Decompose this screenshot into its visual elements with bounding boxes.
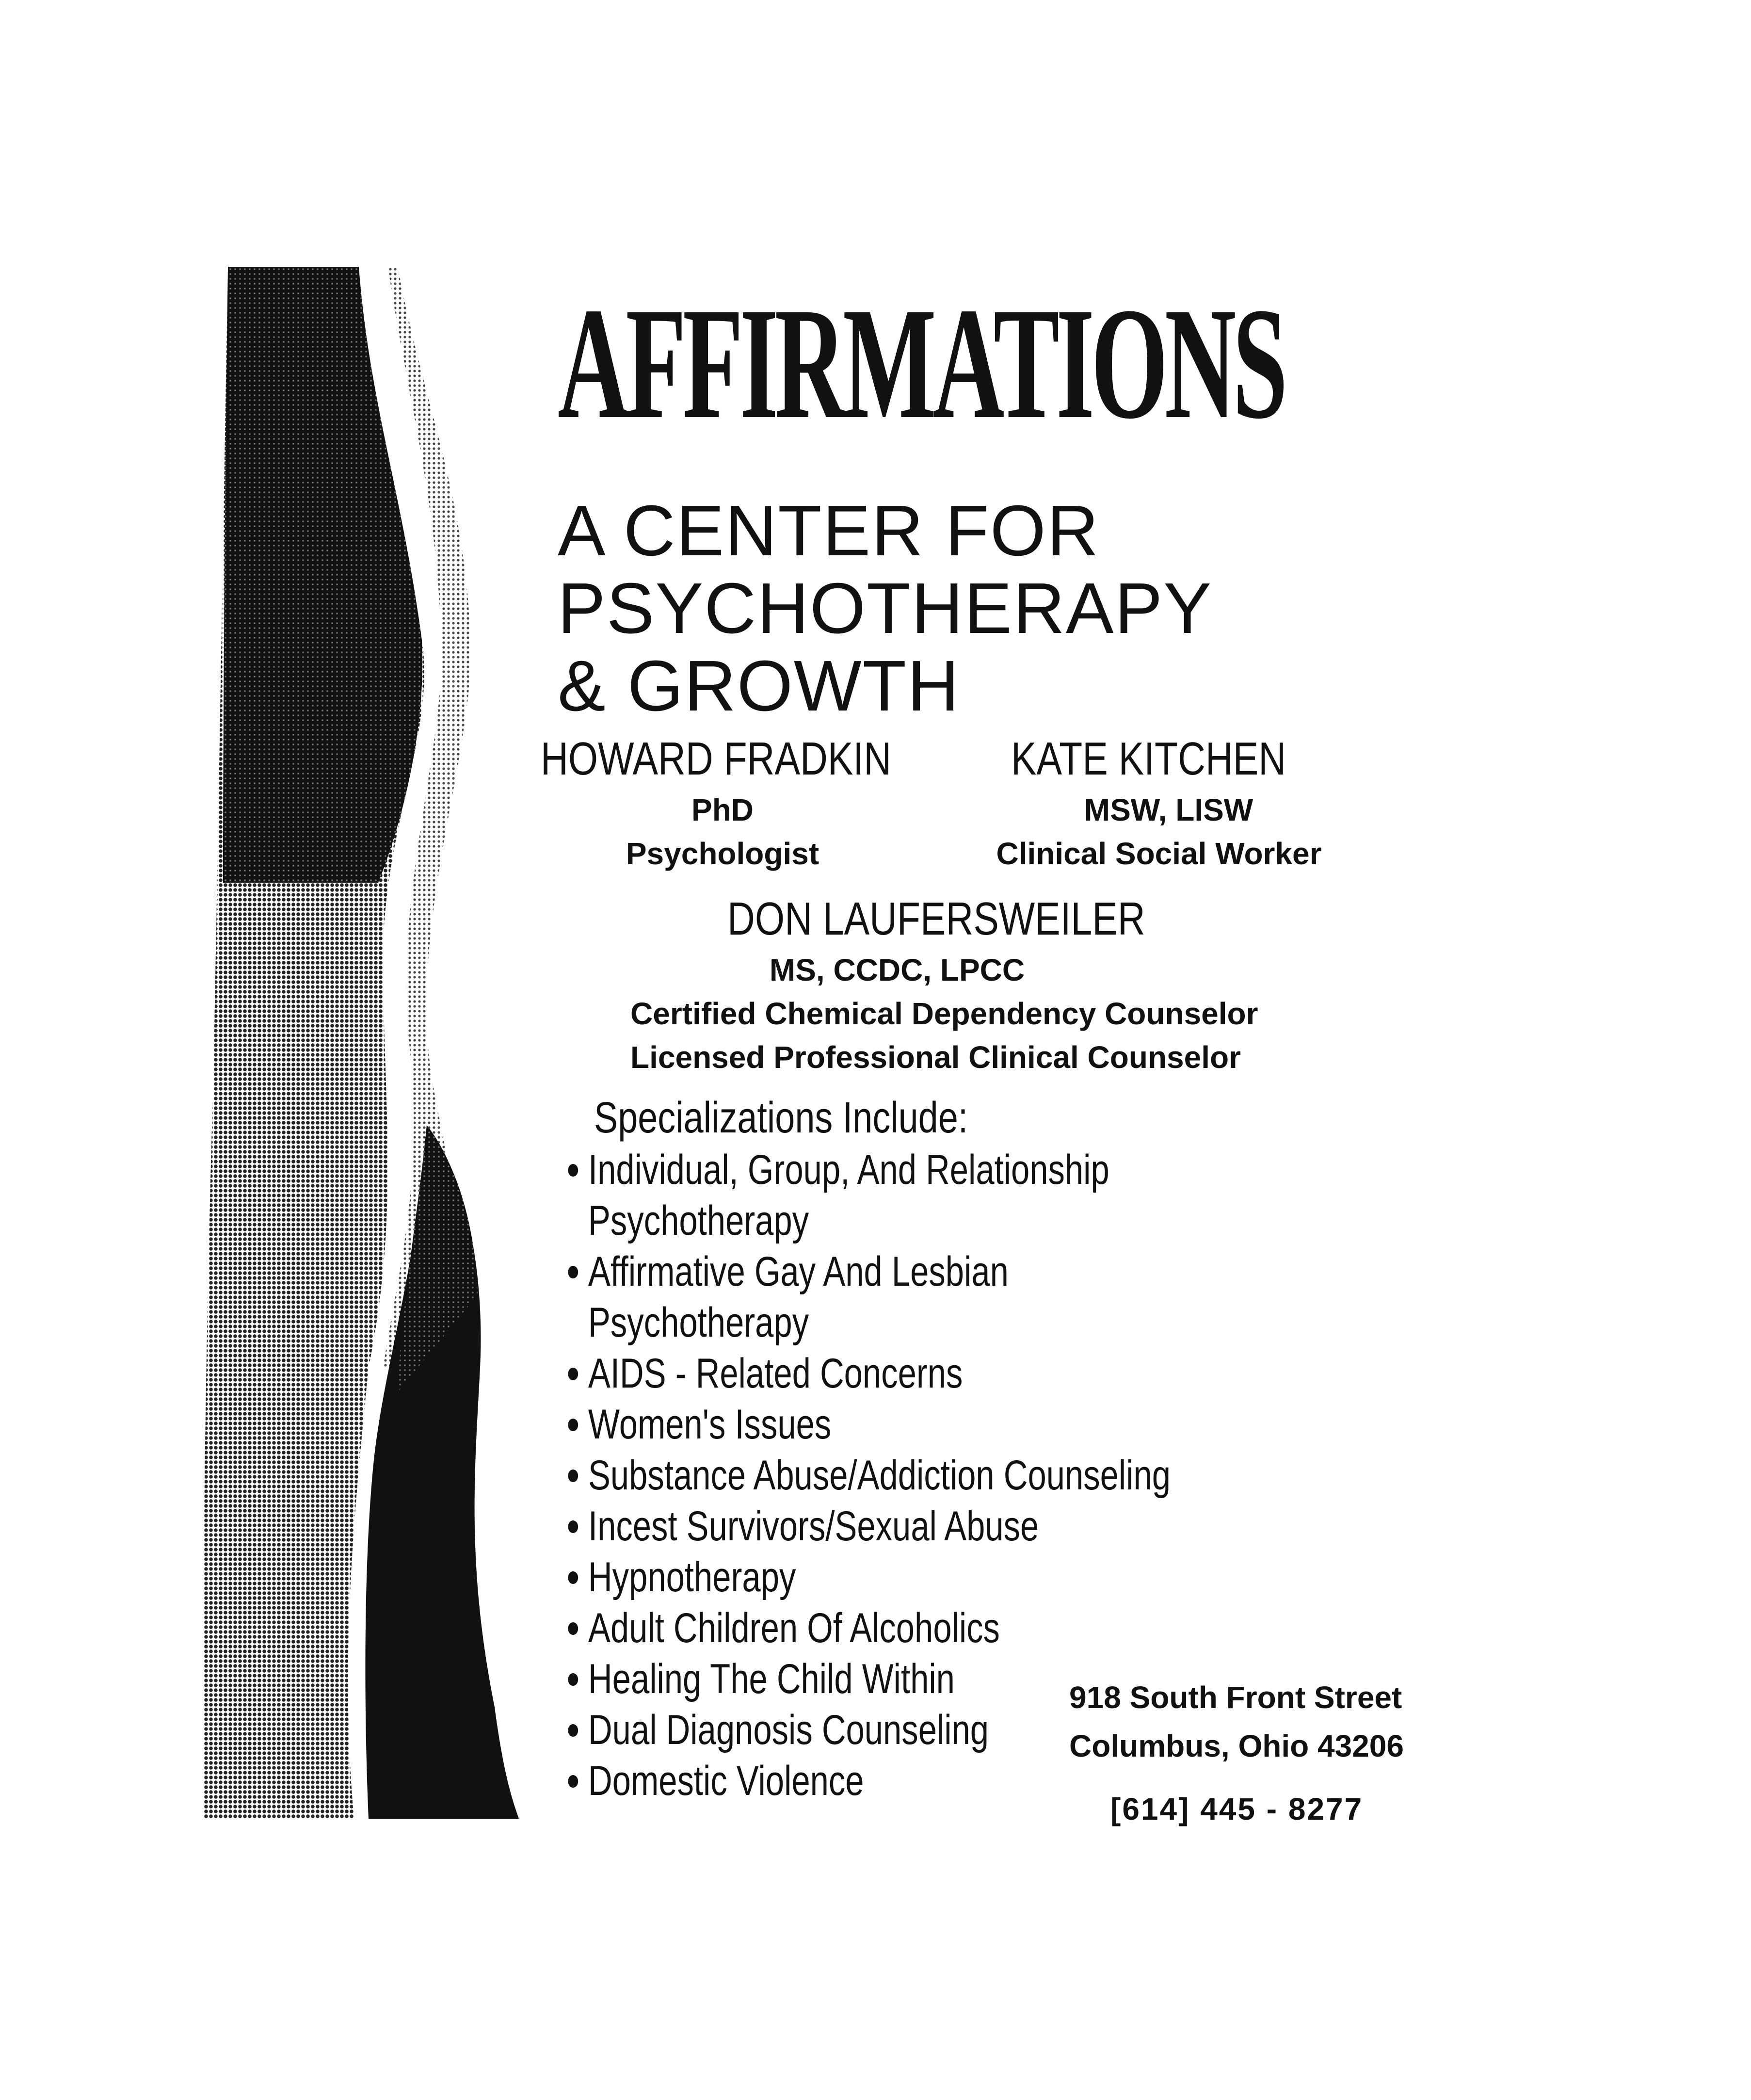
bullet-icon bbox=[568, 1164, 578, 1177]
list-item: Substance Abuse/Addiction Counseling bbox=[565, 1450, 1171, 1501]
staff-name-kitchen: KATE KITCHEN bbox=[1011, 733, 1286, 785]
bullet-icon bbox=[568, 1419, 578, 1431]
staff-title2-laufersweiler: Licensed Professional Clinical Counselor bbox=[630, 1040, 1241, 1075]
staff-title-fradkin: Psychologist bbox=[626, 836, 819, 871]
bullet-icon bbox=[568, 1724, 578, 1737]
wave-band-left-dark bbox=[223, 267, 422, 883]
bullet-icon bbox=[568, 1571, 578, 1584]
bullet-icon bbox=[568, 1266, 578, 1278]
staff-degree-kitchen: MSW, LISW bbox=[1084, 792, 1253, 827]
subtitle-line-3: & GROWTH bbox=[558, 646, 960, 726]
list-item-continuation: Psychotherapy bbox=[588, 1299, 809, 1346]
specializations-heading: Specializations Include: bbox=[594, 1094, 968, 1142]
staff-degree-fradkin: PhD bbox=[691, 792, 754, 827]
bullet-icon bbox=[568, 1470, 578, 1482]
list-item: Hypnotherapy bbox=[565, 1552, 1171, 1603]
list-item: Adult Children Of Alcoholics bbox=[565, 1603, 1171, 1654]
staff-title-kitchen: Clinical Social Worker bbox=[996, 836, 1322, 871]
list-item-continuation: Psychotherapy bbox=[588, 1197, 809, 1244]
subtitle-line-1: A CENTER FOR bbox=[558, 491, 1100, 571]
bullet-icon bbox=[568, 1775, 578, 1788]
bullet-icon bbox=[568, 1520, 578, 1533]
bullet-icon bbox=[568, 1673, 578, 1686]
bullet-icon bbox=[568, 1368, 578, 1380]
halftone-wave-graphic bbox=[194, 252, 533, 1853]
subtitle bbox=[558, 492, 1212, 725]
list-item: Domestic Violence bbox=[565, 1756, 1171, 1807]
staff-name-fradkin: HOWARD FRADKIN bbox=[541, 733, 892, 785]
list-item: Affirmative Gay And Lesbian bbox=[565, 1246, 1171, 1297]
list-item: Women's Issues bbox=[565, 1399, 1171, 1450]
staff-name-laufersweiler: DON LAUFERSWEILER bbox=[727, 893, 1145, 945]
bullet-icon bbox=[568, 1622, 578, 1635]
address-block bbox=[1069, 1673, 1404, 1770]
list-item: Incest Survivors/Sexual Abuse bbox=[565, 1501, 1171, 1552]
staff-degree-laufersweiler: MS, CCDC, LPCC bbox=[769, 953, 1025, 987]
list-item: Healing The Child Within bbox=[565, 1654, 1171, 1705]
list-item: AIDS - Related Concerns bbox=[565, 1348, 1171, 1399]
address-street: 918 South Front Street bbox=[1069, 1680, 1402, 1715]
subtitle-line-2: PSYCHOTHERAPY bbox=[558, 568, 1213, 648]
address-city: Columbus, Ohio 43206 bbox=[1069, 1728, 1404, 1763]
list-item: Dual Diagnosis Counseling bbox=[565, 1705, 1171, 1756]
phone-number: [614] 445 - 8277 bbox=[1110, 1792, 1364, 1826]
list-item: Individual, Group, And Relationship bbox=[565, 1145, 1171, 1195]
logo-title: AFFIRMATIONS bbox=[558, 275, 1285, 452]
staff-title1-laufersweiler: Certified Chemical Dependency Counselor bbox=[630, 996, 1258, 1031]
